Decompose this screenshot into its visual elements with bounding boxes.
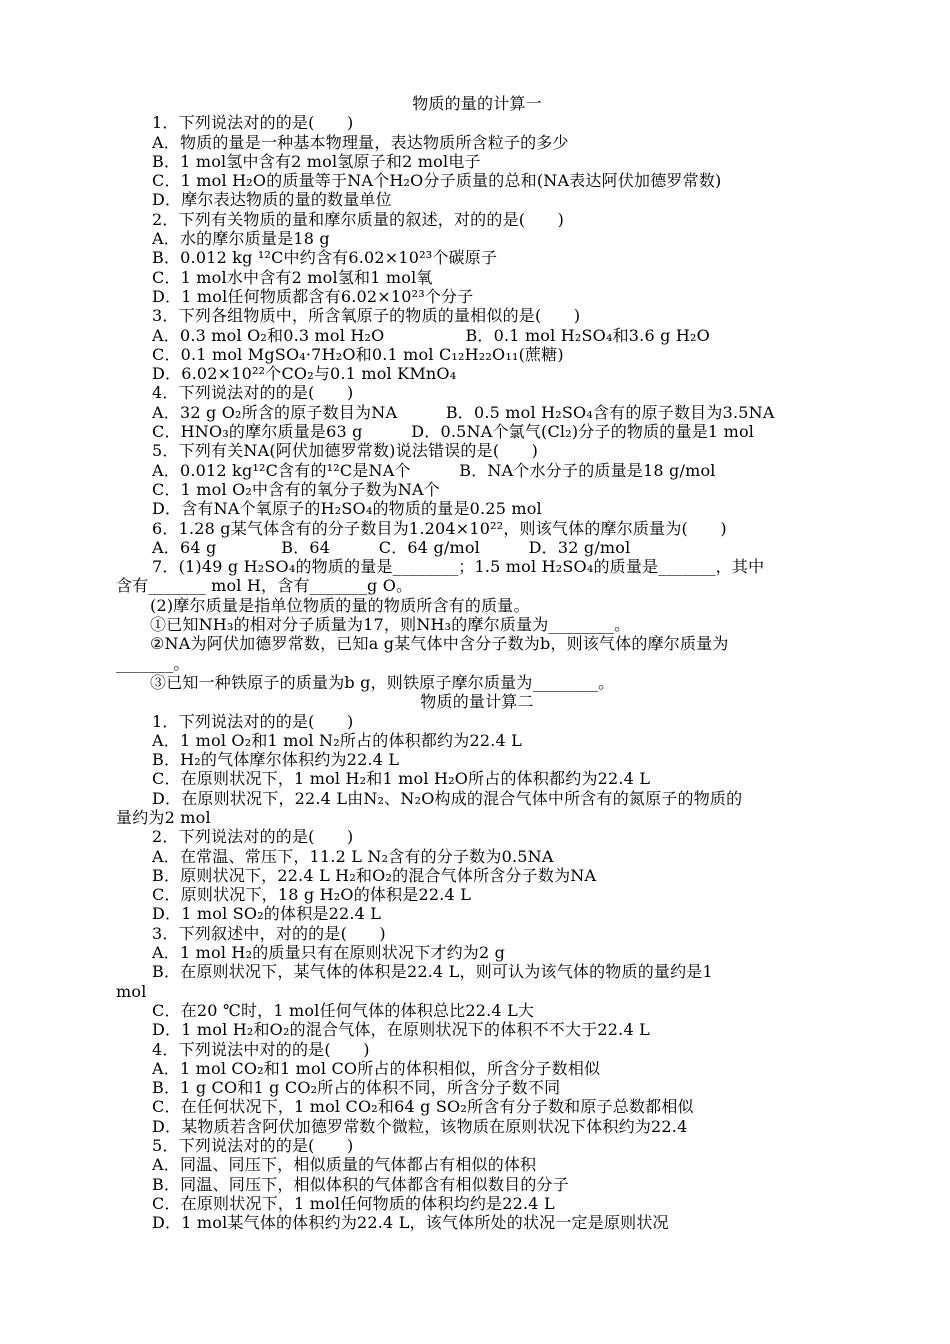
text-line: B．同温、同压下，相似体积的气体都含有相似数目的分子: [152, 1174, 569, 1194]
text-line: C．在原则状况下，1 mol H₂和1 mol H₂O所占的体积都约为22.4 L: [152, 769, 651, 789]
text-line: C．在任何状况下，1 mol CO₂和64 g SO₂所含有分子数和原子总数都相似: [152, 1097, 694, 1117]
text-line: D．含有NA个氧原子的H₂SO₄的物质的量是0.25 mol: [152, 499, 542, 519]
text-line: D．某物质若含阿伏加德罗常数个微粒，该物质在原则状况下体积约为22.4: [152, 1116, 688, 1136]
question-stem: 5．下列有关NA(阿伏加德罗常数)说法错误的是( ): [152, 441, 539, 461]
question-stem: 3．下列叙述中，对的的是( ): [152, 923, 386, 943]
text-line: A．0.012 kg¹²C含有的¹²C是NA个 B．NA个水分子的质量是18 g/mol: [152, 460, 716, 480]
text-line: A．水的摩尔质量是18 g: [152, 229, 330, 249]
text-line: A．1 mol O₂和1 mol N₂所占的体积都约为22.4 L: [152, 730, 522, 750]
question-stem: 1．下列说法对的的是( ): [152, 113, 354, 133]
text-line: B．1 g CO和1 g CO₂所占的体积不同，所含分子数不同: [152, 1078, 561, 1098]
text-line: (2)摩尔质量是指单位物质的量的物质所含有的质量。: [150, 595, 530, 615]
text-line: A．在常温、常压下，11.2 L N₂含有的分子数为0.5NA: [152, 846, 554, 866]
text-line: C．1 mol O₂中含有的氧分子数为NA个: [152, 479, 441, 499]
document-page: [116, 94, 838, 1233]
question-stem: 7．(1)49 g H₂SO₄的物质的量是________；1.5 mol H₂SO₄的质量是_______，其中: [152, 557, 765, 577]
section-title: 物质的量计算二: [420, 692, 534, 712]
question-stem: 4．下列说法中对的的是( ): [152, 1039, 370, 1059]
text-line: B．原则状况下，22.4 L H₂和O₂的混合气体所含分子数为NA: [152, 865, 597, 885]
text-line: C．在20 ℃时，1 mol任何气体的体积总比22.4 L大: [152, 1000, 535, 1020]
text-line: mol: [116, 981, 147, 1001]
text-line: A．0.3 mol O₂和0.3 mol H₂O B．0.1 mol H₂SO₄和3.6 g H₂O: [152, 325, 710, 345]
question-stem: 4．下列说法对的的是( ): [152, 383, 354, 403]
text-line: A．32 g O₂所含的原子数目为NA B．0.5 mol H₂SO₄含有的原子数目为3.5NA: [152, 402, 775, 422]
text-line: C．0.1 mol MgSO₄·7H₂O和0.1 mol C₁₂H₂₂O₁₁(蔗糖): [152, 344, 564, 364]
text-line: _______。: [116, 653, 190, 673]
text-line: C．1 mol H₂O的质量等于NA个H₂O分子质量的总和(NA表达阿伏加德罗常数): [152, 171, 722, 191]
question-stem: 3．下列各组物质中，所含氧原子的物质的量相似的是( ): [152, 306, 581, 326]
text-line: D．6.02×10²²个CO₂与0.1 mol KMnO₄: [152, 364, 457, 384]
question-stem: 2．下列有关物质的量和摩尔质量的叙述，对的的是( ): [152, 209, 565, 229]
question-stem: 5．下列说法对的的是( ): [152, 1136, 354, 1156]
text-line: A．64 g B．64 C．64 g/mol D．32 g/mol: [152, 537, 631, 557]
text-line: C．1 mol水中含有2 mol氢和1 mol氧: [152, 267, 433, 287]
text-line: ②NA为阿伏加德罗常数，已知a g某气体中含分子数为b，则该气体的摩尔质量为: [150, 634, 729, 654]
text-line: ③已知一种铁原子的质量为b g，则铁原子摩尔质量为________。: [150, 672, 615, 692]
text-line: C．在原则状况下，1 mol任何物质的体积均约是22.4 L: [152, 1193, 555, 1213]
text-line: D．在原则状况下，22.4 L由N₂、N₂O构成的混合气体中所含有的氮原子的物质的: [152, 788, 743, 808]
text-line: B．H₂的气体摩尔体积约为22.4 L: [152, 750, 400, 770]
text-line: C．HNO₃的摩尔质量是63 g D．0.5NA个氯气(Cl₂)分子的物质的量是1 mol: [152, 422, 755, 442]
text-line: D．1 mol SO₂的体积是22.4 L: [152, 904, 382, 924]
text-line: C．原则状况下，18 g H₂O的体积是22.4 L: [152, 885, 472, 905]
text-line: B．在原则状况下，某气体的体积是22.4 L，则可认为该气体的物质的量约是1: [152, 962, 713, 982]
question-stem: 6．1.28 g某气体含有的分子数目为1.204×10²²，则该气体的摩尔质量为( ): [152, 518, 727, 538]
text-line: B．0.012 kg ¹²C中约含有6.02×10²³个碳原子: [152, 248, 498, 268]
text-line: ①已知NH₃的相对分子质量为17，则NH₃的摩尔质量为________。: [150, 615, 631, 635]
text-line: A．物质的量是一种基本物理量，表达物质所含粒子的多少: [152, 132, 569, 152]
text-line: A．1 mol CO₂和1 mol CO所占的体积相似，所含分子数相似: [152, 1058, 601, 1078]
text-line: D．1 mol某气体的体积约为22.4 L，该气体所处的状况一定是原则状况: [152, 1213, 669, 1233]
text-line: A．1 mol H₂的质量只有在原则状况下才约为2 g: [152, 943, 506, 963]
section-title: 物质的量的计算一: [412, 94, 542, 113]
question-stem: 2．下列说法对的的是( ): [152, 827, 354, 847]
text-line: 含有_______ mol H，含有_______g O。: [116, 576, 413, 596]
text-line: D．1 mol任何物质都含有6.02×10²³个分子: [152, 286, 474, 306]
text-line: 量约为2 mol: [116, 807, 211, 827]
text-line: A．同温、同压下，相似质量的气体都占有相似的体积: [152, 1155, 537, 1175]
question-stem: 1．下列说法对的的是( ): [152, 711, 354, 731]
text-line: B．1 mol氢中含有2 mol氢原子和2 mol电子: [152, 151, 481, 171]
text-line: D．1 mol H₂和O₂的混合气体，在原则状况下的体积不不大于22.4 L: [152, 1020, 650, 1040]
text-line: D．摩尔表达物质的量的数量单位: [152, 190, 392, 210]
